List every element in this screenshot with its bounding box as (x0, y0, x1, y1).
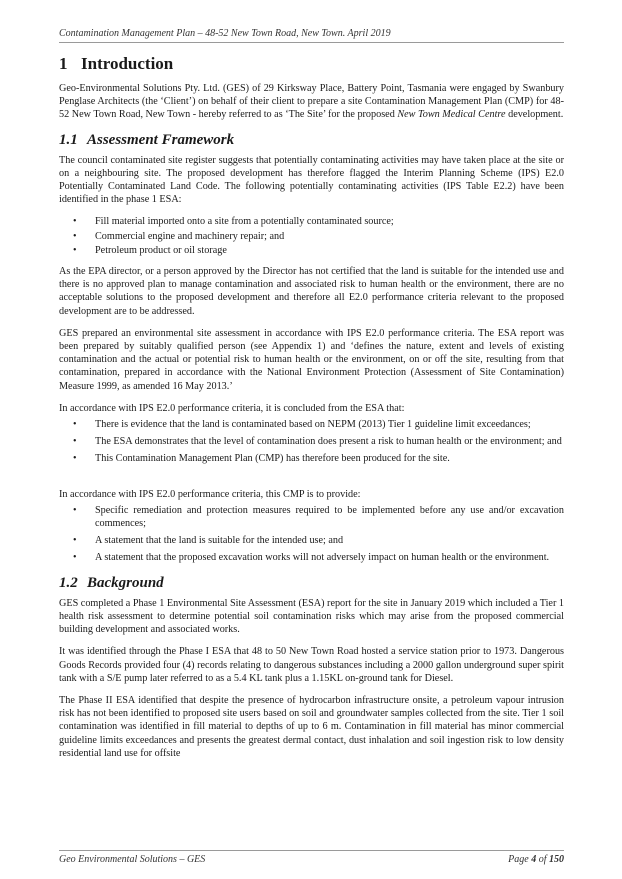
section-1-2-heading (59, 575, 564, 592)
bullet-icon: • (73, 552, 77, 564)
list-item (59, 534, 564, 547)
list-item-text: Petroleum product or oil storage (95, 244, 227, 256)
paragraph: The Phase II ESA identified that despite the presence of hydrocarbon infrastructure onsite, a petroleum vapour intrusion risk has not been identified to proposed site users based on soil and groundwater samples collected from the site. Tier 1 soil contamination was identified in fill material to depths of up to 6 m. Contamination in fill material has minor commercial guideline limits exceedances and presents the greatest dermal contact, dust inhalation and soil ingestion risk to low density residential land use for offsite (59, 694, 564, 759)
list-item (59, 215, 564, 228)
list-item-text: A statement that the proposed excavation works will not adversely impact on human health or the environment. (95, 552, 550, 564)
bullet-icon: • (73, 453, 77, 465)
list-item-text: This Contamination Management Plan (CMP) has therefore been produced for the site. (95, 453, 450, 465)
intro-text: Geo-Environmental Solutions Pty. Ltd. (GES) of 29 Kirksway Place, Battery Point, Tasmania were engaged by Swanbury Penglase Architects (the ‘Client’) on behalf of their client to prepare a site Contamination Management Plan (CMP) for 48-52 New Town Road, New Town - hereby referred to as ‘The Site’ for the proposed (59, 83, 564, 121)
bullet-icon: • (73, 244, 77, 256)
bullet-icon: • (73, 504, 77, 516)
section-number: 1.2 (59, 574, 78, 591)
list-item (59, 504, 564, 530)
list-item (59, 230, 564, 243)
conclusions-list (59, 418, 564, 466)
bullet-icon: • (73, 419, 77, 431)
section-number: 1 (59, 54, 68, 73)
section-title: Background (87, 574, 164, 591)
list-item-text: Commercial engine and machinery repair; and (95, 230, 285, 242)
total-pages: 150 (549, 854, 564, 865)
current-page: 4 (531, 854, 537, 865)
list-item-text: Specific remediation and protection measures required to be implemented before any use and/or excavation commences; (95, 504, 564, 530)
bullet-icon: • (73, 436, 77, 448)
paragraph: It was identified through the Phase I ESA that 48 to 50 New Town Road hosted a service station prior to 1973. Dangerous Goods Records provided four (4) records relating to dangerous substances including a 2000 gallon underground super spirit tank with a S/E pump later referred to as a 5.4 KL tank plus a 1.15KL on-ground tank for Diesel. (59, 646, 564, 684)
cmp-provisions-list (59, 504, 564, 565)
list-item (59, 244, 564, 257)
section-1-heading (59, 54, 564, 74)
intro-text-end: development. (505, 109, 564, 121)
activities-list (59, 215, 564, 257)
list-item-text: The ESA demonstrates that the level of contamination does present a risk to human health or the environment; and (95, 436, 562, 448)
section-number: 1.1 (59, 131, 78, 148)
section-title: Introduction (81, 54, 174, 73)
list-item (59, 551, 564, 564)
bullet-icon: • (73, 535, 77, 547)
project-name: New Town Medical Centre (397, 109, 506, 121)
list-item (59, 418, 564, 431)
page-content (59, 50, 564, 769)
intro-paragraph (59, 82, 564, 122)
page-label: Page (508, 854, 529, 865)
page-header: Contamination Management Plan – 48-52 New Town Road, New Town. April 2019 (59, 28, 564, 43)
page-footer (59, 850, 564, 865)
bullet-icon: • (73, 230, 77, 242)
paragraph: GES prepared an environmental site assessment in accordance with IPS E2.0 performance criteria. The ESA report was been prepared by suitably qualified person (see Appendix 1) and ‘defines the nature, extent and levels of existing contamination and the actual or potential risk to human health or the environment, on or off the site, resulting from that contamination, prepared in accordance with the National Environment Protection (Assessment of Site Contamination) Measure 1999, as amended 16 May 2013.’ (59, 327, 564, 392)
paragraph: In accordance with IPS E2.0 performance criteria, it is concluded from the ESA that: (59, 402, 405, 414)
paragraph: In accordance with IPS E2.0 performance criteria, this CMP is to provide: (59, 488, 361, 500)
section-title: Assessment Framework (87, 131, 235, 148)
bullet-icon: • (73, 216, 77, 228)
section-1-1-heading (59, 132, 564, 149)
list-item (59, 435, 564, 448)
list-item-text: There is evidence that the land is contaminated based on NEPM (2013) Tier 1 guideline limit exceedances; (95, 419, 531, 431)
list-item (59, 452, 564, 465)
of-label: of (538, 854, 547, 865)
paragraph: GES completed a Phase 1 Environmental Site Assessment (ESA) report for the site in January 2019 which included a Tier 1 health risk assessment to determine potential soil contamination risks which may arise from the proposed commercial building development and associated works. (59, 597, 564, 636)
list-item-text: A statement that the land is suitable for the intended use; and (95, 535, 344, 547)
footer-company: Geo Environmental Solutions – GES (59, 854, 206, 865)
list-item-text: Fill material imported onto a site from a potentially contaminated source; (95, 216, 394, 228)
page-number (508, 854, 564, 865)
paragraph: The council contaminated site register suggests that potentially contaminating activities may have taken place at the site or on a neighbouring site. The proposed development has therefore flagged the Interim Planning Scheme (IPS) E2.0 Potentially Contaminated Land Code. The following potentially contaminating activities (IPS Table E2.2) have been identified in the phase 1 ESA: (59, 154, 564, 206)
paragraph: As the EPA director, or a person approved by the Director has not certified that the land is suitable for the intended use and there is no approved plan to manage contamination and associated risk to human health or the environment, there are no acceptable solutions to the proposed development and therefore all E2.0 performance criteria relevant to the proposed development are to be addressed. (59, 266, 564, 317)
